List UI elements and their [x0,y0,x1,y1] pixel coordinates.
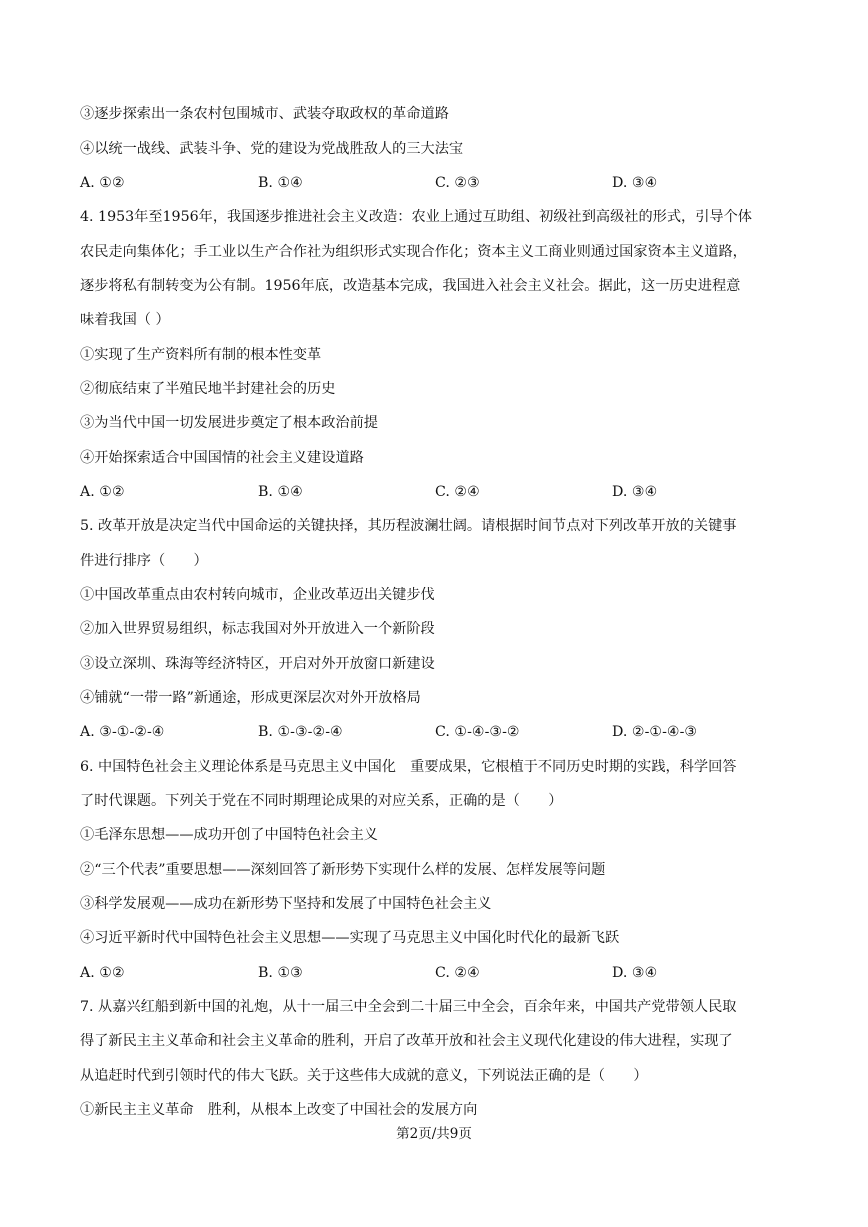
q7-stem-line-3: 从追赶时代到引领时代的伟大飞跃。关于这些伟大成就的意义，下列说法正确的是（ ） [80,1068,648,1084]
q7-item-1: ①新民主主义革命 胜利，从根本上改变了中国社会的发展方向 [80,1102,478,1118]
q5-stem-line-1: 5. 改革开放是决定当代中国命运的关键抉择，其历程波澜壮阔。请根据时间节点对下列改革开放的关键事 [80,518,737,534]
q3-option-a[interactable]: A. ①② [80,175,125,191]
q3-item-4: ④以统一战线、武装斗争、党的建设为党战胜敌人的三大法宝 [80,141,464,157]
q6-stem-line-2: 了时代课题。下列关于党在不同时期理论成果的对应关系，正确的是（ ） [80,793,563,809]
q6-options [80,963,800,983]
q6-option-c[interactable]: C. ②④ [435,965,480,981]
q3-options [80,173,800,193]
q5-options [80,722,800,742]
q4-stem-line-3: 逐步将私有制转变为公有制。1956年底，改造基本完成，我国进入社会主义社会。据此，这一历史进程意 [80,278,741,294]
q4-option-d[interactable]: D. ③④ [612,484,658,500]
q5-option-c[interactable]: C. ①-④-③-② [435,724,520,740]
page-number: 第2页/共9页 [396,1126,472,1142]
q4-option-c[interactable]: C. ②④ [435,484,480,500]
q4-item-1: ①实现了生产资料所有制的根本性变革 [80,347,322,363]
q4-option-b[interactable]: B. ①④ [258,484,303,500]
q5-item-3: ③设立深圳、珠海等经济特区，开启对外开放窗口新建设 [80,656,435,672]
q5-item-2: ②加入世界贸易组织，标志我国对外开放进入一个新阶段 [80,621,435,637]
q7-stem-line-1: 7. 从嘉兴红船到新中国的礼炮，从十一届三中全会到二十届三中全会，百余年来，中国共产党带领人民取 [80,999,737,1015]
q6-option-a[interactable]: A. ①② [80,965,125,981]
q4-item-3: ③为当代中国一切发展进步奠定了根本政治前提 [80,415,378,431]
q5-option-b[interactable]: B. ①-③-②-④ [258,724,343,740]
q6-option-d[interactable]: D. ③④ [612,965,658,981]
q6-item-3: ③科学发展观——成功在新形势下坚持和发展了中国特色社会主义 [80,896,492,912]
q4-option-a[interactable]: A. ①② [80,484,125,500]
q6-option-b[interactable]: B. ①③ [258,965,303,981]
q5-option-a[interactable]: A. ③-①-②-④ [80,724,165,740]
q6-item-2: ②“三个代表”重要思想——深刻回答了新形势下实现什么样的发展、怎样发展等问题 [80,862,606,878]
q5-item-4: ④铺就“一带一路”新通途，形成更深层次对外开放格局 [80,690,421,706]
q7-stem-line-2: 得了新民主主义革命和社会主义革命的胜利，开启了改革开放和社会主义现代化建设的伟大进程，实现了 [80,1033,733,1049]
q5-option-d[interactable]: D. ②-①-④-③ [612,724,698,740]
q4-item-4: ④开始探索适合中国国情的社会主义建设道路 [80,450,364,466]
q4-item-2: ②彻底结束了半殖民地半封建社会的历史 [80,381,336,397]
q6-item-1: ①毛泽东思想——成功开创了中国特色社会主义 [80,827,378,843]
q3-option-c[interactable]: C. ②③ [435,175,480,191]
q4-stem-line-4: 味着我国（ ） [80,312,170,328]
q3-item-3: ③逐步探索出一条农村包围城市、武装夺取政权的革命道路 [80,106,449,122]
q5-item-1: ①中国改革重点由农村转向城市，企业改革迈出关键步伐 [80,587,435,603]
q5-stem-line-2: 件进行排序（ ） [80,553,208,569]
q6-stem-line-1: 6. 中国特色社会主义理论体系是马克思主义中国化 重要成果，它根植于不同历史时期的实践，科学回答 [80,759,737,775]
q4-stem-line-2: 农民走向集体化；手工业以生产合作社为组织形式实现合作化；资本主义工商业则通过国家资本主义道路， [80,244,747,260]
q4-stem-line-1: 4. 1953年至1956年，我国逐步推进社会主义改造：农业上通过互助组、初级社到高级社的形式，引导个体 [80,209,752,225]
q3-option-b[interactable]: B. ①④ [258,175,303,191]
q4-options [80,482,800,502]
q6-item-4: ④习近平新时代中国特色社会主义思想——实现了马克思主义中国化时代化的最新飞跃 [80,930,620,946]
q3-option-d[interactable]: D. ③④ [612,175,658,191]
